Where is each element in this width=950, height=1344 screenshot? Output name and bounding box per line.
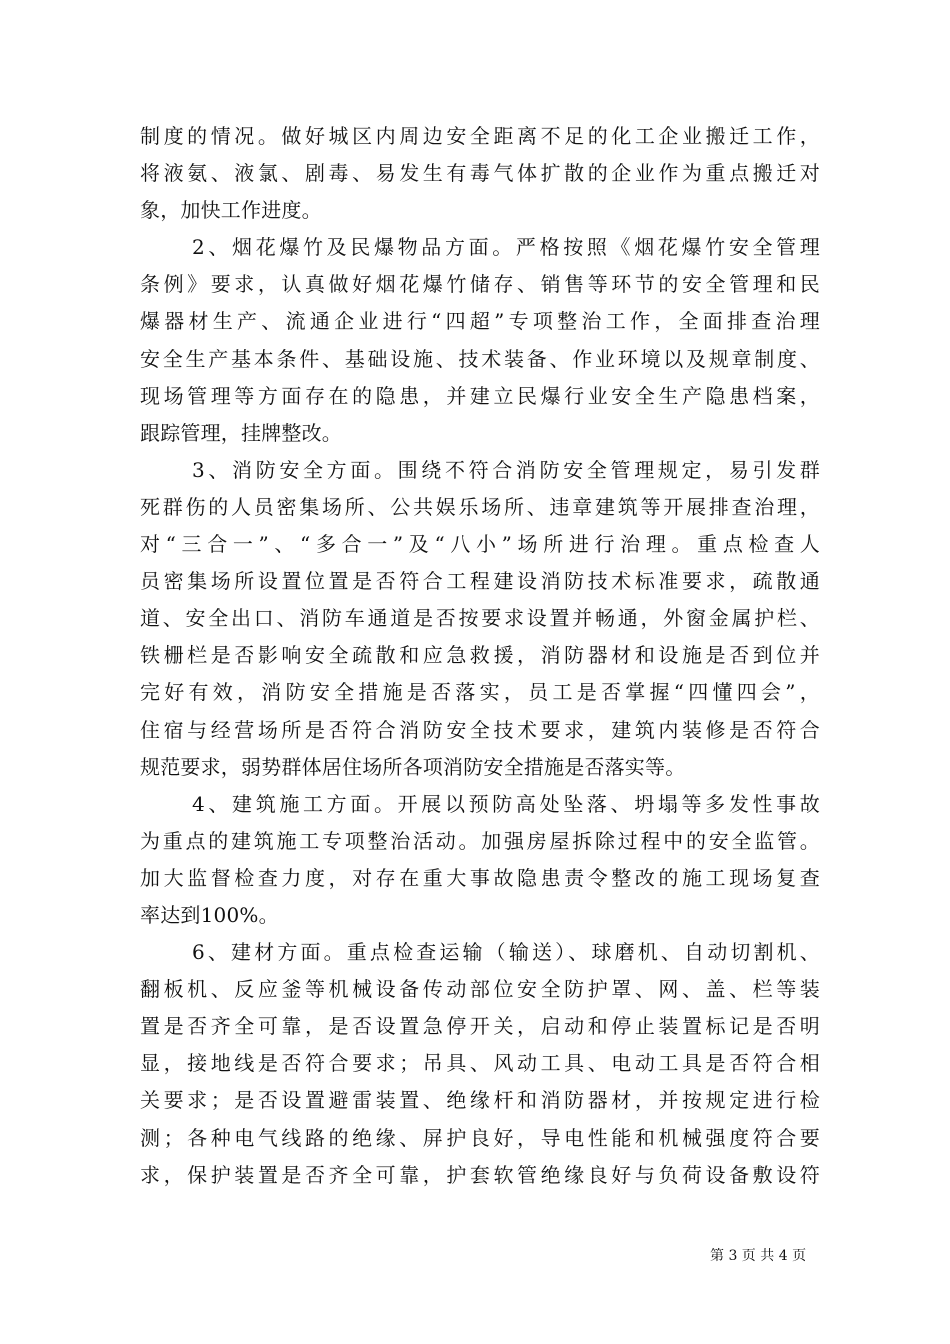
- text-line: 6、建材方面。重点检查运输（输送）、球磨机、自动切割机、: [192, 940, 820, 965]
- text-line: 铁栅栏是否影响安全疏散和应急救援，消防器材和设施是否到位并: [140, 643, 820, 668]
- text-line: 2、烟花爆竹及民爆物品方面。严格按照《烟花爆竹安全管理: [192, 235, 820, 260]
- text-line: 加大监督检查力度，对存在重大事故隐患责令整改的施工现场复查: [140, 865, 820, 890]
- text-line: 3、消防安全方面。围绕不符合消防安全管理规定，易引发群: [192, 457, 820, 482]
- text-line: 道、安全出口、消防车通道是否按要求设置并畅通，外窗金属护栏、: [140, 606, 820, 631]
- text-line: 住宿与经营场所是否符合消防安全技术要求，建筑内装修是否符合: [140, 717, 820, 742]
- text-line: 爆器材生产、流通企业进行“四超”专项整治工作，全面排查治理: [140, 309, 820, 334]
- text-line: 显，接地线是否符合要求；吊具、风动工具、电动工具是否符合相: [140, 1051, 820, 1076]
- text-line: 测；各种电气线路的绝缘、屏护良好，导电性能和机械强度符合要: [140, 1125, 820, 1150]
- text-line: 率达到100%。: [140, 902, 279, 927]
- text-line: 完好有效，消防安全措施是否落实，员工是否掌握“四懂四会”，: [140, 680, 820, 705]
- text-line: 4、建筑施工方面。开展以预防高处坠落、坍塌等多发性事故: [192, 791, 820, 816]
- text-line: 为重点的建筑施工专项整治活动。加强房屋拆除过程中的安全监管。: [140, 828, 820, 853]
- text-line: 关要求；是否设置避雷装置、绝缘杆和消防器材，并按规定进行检: [140, 1088, 820, 1113]
- body-text: [140, 118, 820, 1194]
- text-line: 现场管理等方面存在的隐患，并建立民爆行业安全生产隐患档案，: [140, 383, 820, 408]
- text-line: 将液氨、液氯、剧毒、易发生有毒气体扩散的企业作为重点搬迁对: [140, 161, 820, 186]
- text-line: 翻板机、反应釜等机械设备传动部位安全防护罩、网、盖、栏等装: [140, 977, 820, 1002]
- text-line: 求，保护装置是否齐全可靠，护套软管绝缘良好与负荷设备敷设符: [140, 1162, 820, 1187]
- text-line: 规范要求，弱势群体居住场所各项消防安全措施是否落实等。: [140, 754, 686, 779]
- text-line: 置是否齐全可靠，是否设置急停开关，启动和停止装置标记是否明: [140, 1014, 820, 1039]
- text-line: 员密集场所设置位置是否符合工程建设消防技术标准要求，疏散通: [140, 569, 820, 594]
- text-line: 跟踪管理，挂牌整改。: [140, 420, 342, 445]
- text-line: 象，加快工作进度。: [140, 198, 322, 223]
- text-line: 制度的情况。做好城区内周边安全距离不足的化工企业搬迁工作，: [140, 124, 820, 148]
- text-line: 条例》要求，认真做好烟花爆竹储存、销售等环节的安全管理和民: [140, 272, 820, 297]
- text-line: 安全生产基本条件、基础设施、技术装备、作业环境以及规章制度、: [140, 346, 820, 371]
- text-line: 对“三合一”、“多合一”及“八小”场所进行治理。重点检查人: [140, 532, 820, 557]
- text-line: 死群伤的人员密集场所、公共娱乐场所、违章建筑等开展排查治理，: [140, 494, 820, 519]
- page-number: 第 3 页 共 4 页: [710, 1248, 807, 1264]
